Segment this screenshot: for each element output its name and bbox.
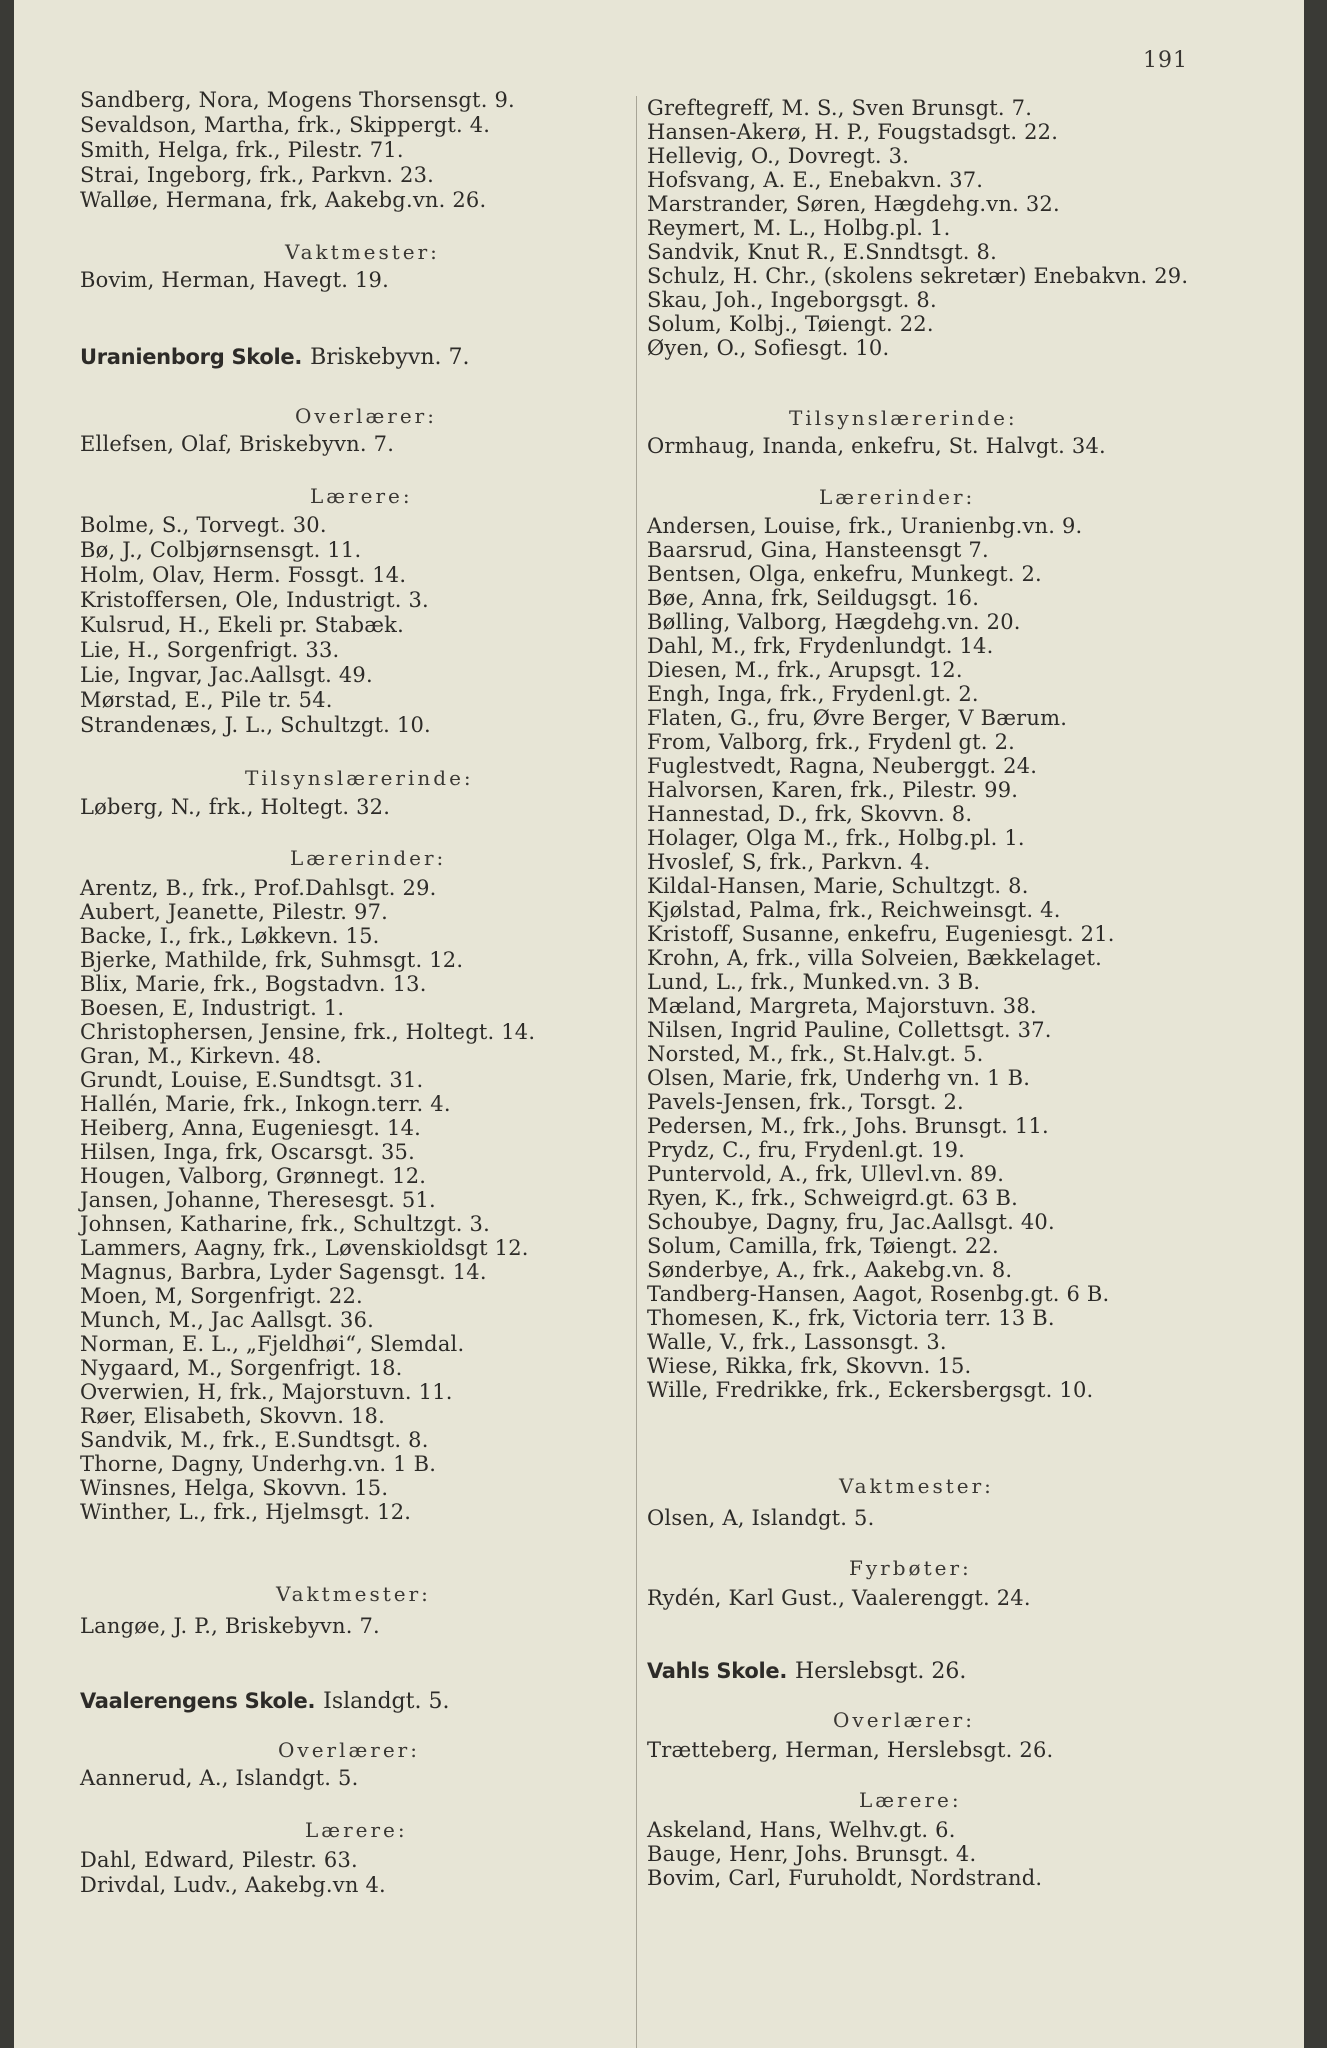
entry: Bølling, Valborg, Hægdehg.vn. 20. <box>647 610 1021 634</box>
entry: Krohn, A, frk., villa Solveien, Bækkelaget. <box>647 946 1102 970</box>
entry: Wiese, Rikka, frk, Skovvn. 15. <box>647 1354 972 1378</box>
entry: Prydz, C., fru, Frydenl.gt. 19. <box>647 1138 966 1162</box>
entry: Ormhaug, Inanda, enkefru, St. Halvgt. 34. <box>647 434 1106 458</box>
entry: Wille, Fredrikke, frk., Eckersbergsgt. 10. <box>647 1378 1094 1402</box>
entry: Olsen, A, Islandgt. 5. <box>647 1506 875 1530</box>
entry: Hilsen, Inga, frk, Oscarsgt. 35. <box>80 1140 415 1164</box>
directory-page <box>14 0 1304 2048</box>
entry: Tandberg-Hansen, Aagot, Rosenbg.gt. 6 B. <box>647 1282 1110 1306</box>
school-address: Briskebyvn. 7. <box>310 345 470 370</box>
page-number: 191 <box>1143 48 1188 73</box>
entry: Arentz, B., frk., Prof.Dahlsgt. 29. <box>80 876 437 900</box>
school-address: Herslebsgt. 26. <box>795 1659 967 1684</box>
entry: Dahl, Edward, Pilestr. 63. <box>80 1848 358 1872</box>
entry: Ellefsen, Olaf, Briskebyvn. 7. <box>80 432 395 456</box>
entry: From, Valborg, frk., Frydenl gt. 2. <box>647 730 1015 754</box>
entry: Blix, Marie, frk., Bogstadvn. 13. <box>80 972 427 996</box>
entry: Holager, Olga M., frk., Holbg.pl. 1. <box>647 826 1025 850</box>
entry: Kristoff, Susanne, enkefru, Eugeniesgt. 21. <box>647 922 1115 946</box>
entry: Puntervold, A., frk, Ullevl.vn. 89. <box>647 1162 1005 1186</box>
entry: Halvorsen, Karen, frk., Pilestr. 99. <box>647 778 1019 802</box>
entry: Grundt, Louise, E.Sundtsgt. 31. <box>80 1068 424 1092</box>
school-name: Vahls Skole. <box>647 1659 788 1683</box>
section-heading: Tilsynslærerinde: <box>789 406 1018 430</box>
entry: Mæland, Margreta, Majorstuvn. 38. <box>647 994 1037 1018</box>
entry: Schulz, H. Chr., (skolens sekretær) Enebakvn. 29. <box>647 264 1189 288</box>
entry: Kjølstad, Palma, frk., Reichweinsgt. 4. <box>647 898 1061 922</box>
entry: Pavels-Jensen, frk., Torsgt. 2. <box>647 1090 964 1114</box>
entry: Smith, Helga, frk., Pilestr. 71. <box>80 138 404 162</box>
section-heading: Fyrbøter: <box>849 1556 972 1580</box>
school-header <box>80 1688 449 1715</box>
entry: Overwien, H, frk., Majorstuvn. 11. <box>80 1380 453 1404</box>
entry: Hougen, Valborg, Grønnegt. 12. <box>80 1164 427 1188</box>
entry: Hofsvang, A. E., Enebakvn. 37. <box>647 168 984 192</box>
entry: Greftegreff, M. S., Sven Brunsgt. 7. <box>647 96 1033 120</box>
section-heading: Overlærer: <box>833 1708 975 1732</box>
entry: Backe, I., frk., Løkkevn. 15. <box>80 924 380 948</box>
section-heading: Vaktmester: <box>276 1582 431 1606</box>
entry: Munch, M., Jac Aallsgt. 36. <box>80 1308 375 1332</box>
section-heading: Overlærer: <box>278 1738 420 1762</box>
entry: Bauge, Henr, Johs. Brunsgt. 4. <box>647 1842 977 1866</box>
entry: Hellevig, O., Dovregt. 3. <box>647 144 910 168</box>
entry: Nygaard, M., Sorgenfrigt. 18. <box>80 1356 403 1380</box>
entry: Engh, Inga, frk., Frydenl.gt. 2. <box>647 682 979 706</box>
entry: Askeland, Hans, Welhv.gt. 6. <box>647 1818 956 1842</box>
entry: Sønderbye, A., frk., Aakebg.vn. 8. <box>647 1258 1013 1282</box>
entry: Mørstad, E., Pile tr. 54. <box>80 688 333 712</box>
entry: Bovim, Herman, Havegt. 19. <box>80 268 389 292</box>
school-address: Islandgt. 5. <box>323 1689 450 1714</box>
section-heading: Lærere: <box>859 1788 962 1812</box>
entry: Pedersen, M., frk., Johs. Brunsgt. 11. <box>647 1114 1049 1138</box>
entry: Olsen, Marie, frk, Underhg vn. 1 B. <box>647 1066 1031 1090</box>
entry: Thorne, Dagny, Underhg.vn. 1 B. <box>80 1452 437 1476</box>
entry: Thomesen, K., frk, Victoria terr. 13 B. <box>647 1306 1055 1330</box>
entry: Andersen, Louise, frk., Uranienbg.vn. 9. <box>647 514 1083 538</box>
entry: Lammers, Aagny, frk., Løvenskioldsgt 12. <box>80 1236 529 1260</box>
entry: Bentsen, Olga, enkefru, Munkegt. 2. <box>647 562 1042 586</box>
section-heading: Vaktmester: <box>839 1474 994 1498</box>
section-heading: Tilsynslærerinde: <box>245 766 474 790</box>
right-column <box>636 96 1247 2048</box>
entry: Diesen, M., frk., Arupsgt. 12. <box>647 658 963 682</box>
section-heading: Overlærer: <box>295 404 437 428</box>
school-header <box>80 344 470 371</box>
entry: Aannerud, A., Islandgt. 5. <box>80 1766 359 1790</box>
entry: Lund, L., frk., Munked.vn. 3 B. <box>647 970 981 994</box>
entry: Heiberg, Anna, Eugeniesgt. 14. <box>80 1116 422 1140</box>
entry: Øyen, O., Sofiesgt. 10. <box>647 336 890 360</box>
school-name: Vaalerengens Skole. <box>80 1689 316 1713</box>
entry: Rydén, Karl Gust., Vaalerenggt. 24. <box>647 1586 1031 1610</box>
entry: Hannestad, D., frk, Skovvn. 8. <box>647 802 973 826</box>
entry: Hvoslef, S, frk., Parkvn. 4. <box>647 850 931 874</box>
section-heading: Lærerinder: <box>819 485 976 509</box>
section-heading: Lærere: <box>305 1818 408 1842</box>
entry: Kulsrud, H., Ekeli pr. Stabæk. <box>80 613 404 637</box>
entry: Fuglestvedt, Ragna, Neuberggt. 24. <box>647 754 1038 778</box>
entry: Bolme, S., Torvegt. 30. <box>80 513 327 537</box>
entry: Moen, M, Sorgenfrigt. 22. <box>80 1284 363 1308</box>
entry: Marstrander, Søren, Hægdehg.vn. 32. <box>647 192 1060 216</box>
entry: Drivdal, Ludv., Aakebg.vn 4. <box>80 1873 386 1897</box>
entry: Lie, H., Sorgenfrigt. 33. <box>80 638 340 662</box>
entry: Lie, Ingvar, Jac.Aallsgt. 49. <box>80 663 373 687</box>
entry: Norsted, M., frk., St.Halv.gt. 5. <box>647 1042 984 1066</box>
entry: Magnus, Barbra, Lyder Sagensgt. 14. <box>80 1260 487 1284</box>
section-heading: Lærerinder: <box>290 846 447 870</box>
entry: Sevaldson, Martha, frk., Skippergt. 4. <box>80 113 491 137</box>
entry: Solum, Camilla, frk, Tøiengt. 22. <box>647 1234 999 1258</box>
entry: Bøe, Anna, frk, Seildugsgt. 16. <box>647 586 980 610</box>
entry: Bjerke, Mathilde, frk, Suhmsgt. 12. <box>80 948 464 972</box>
entry: Walle, V., frk., Lassonsgt. 3. <box>647 1330 947 1354</box>
entry: Baarsrud, Gina, Hansteensgt 7. <box>647 538 989 562</box>
entry: Bø, J., Colbjørnsensgt. 11. <box>80 538 362 562</box>
entry: Skau, Joh., Ingeborgsgt. 8. <box>647 288 937 312</box>
entry: Schoubye, Dagny, fru, Jac.Aallsgt. 40. <box>647 1210 1055 1234</box>
entry: Langøe, J. P., Briskebyvn. 7. <box>80 1614 380 1638</box>
entry: Johnsen, Katharine, frk., Schultzgt. 3. <box>80 1212 490 1236</box>
school-name: Uranienborg Skole. <box>80 345 303 369</box>
entry: Walløe, Hermana, frk, Aakebg.vn. 26. <box>80 188 487 212</box>
entry: Solum, Kolbj., Tøiengt. 22. <box>647 312 934 336</box>
entry: Hallén, Marie, frk., Inkogn.terr. 4. <box>80 1092 451 1116</box>
entry: Kristoffersen, Ole, Industrigt. 3. <box>80 588 429 612</box>
entry: Nilsen, Ingrid Pauline, Collettsgt. 37. <box>647 1018 1052 1042</box>
entry: Winsnes, Helga, Skovvn. 15. <box>80 1476 389 1500</box>
entry: Strandenæs, J. L., Schultzgt. 10. <box>80 713 431 737</box>
entry: Sandvik, M., frk., E.Sundtsgt. 8. <box>80 1428 429 1452</box>
entry: Norman, E. L., „Fjeldhøi“, Slemdal. <box>80 1332 465 1356</box>
section-heading: Vaktmester: <box>285 240 440 264</box>
entry: Jansen, Johanne, Theresesgt. 51. <box>80 1188 436 1212</box>
section-heading: Lærere: <box>310 484 413 508</box>
entry: Ryen, K., frk., Schweigrd.gt. 63 B. <box>647 1186 1019 1210</box>
left-column <box>80 0 640 2048</box>
entry: Reymert, M. L., Holbg.pl. 1. <box>647 216 951 240</box>
entry: Strai, Ingeborg, frk., Parkvn. 23. <box>80 163 435 187</box>
entry: Sandberg, Nora, Mogens Thorsensgt. 9. <box>80 88 515 112</box>
entry: Løberg, N., frk., Holtegt. 32. <box>80 795 391 819</box>
entry: Christophersen, Jensine, frk., Holtegt. 14. <box>80 1020 536 1044</box>
entry: Holm, Olav, Herm. Fossgt. 14. <box>80 563 407 587</box>
entry: Boesen, E, Industrigt. 1. <box>80 996 345 1020</box>
entry: Dahl, M., frk, Frydenlundgt. 14. <box>647 634 994 658</box>
entry: Kildal-Hansen, Marie, Schultzgt. 8. <box>647 874 1029 898</box>
entry: Flaten, G., fru, Øvre Berger, V Bærum. <box>647 706 1068 730</box>
entry: Sandvik, Knut R., E.Snndtsgt. 8. <box>647 240 997 264</box>
entry: Bovim, Carl, Furuholdt, Nordstrand. <box>647 1866 1043 1890</box>
school-header <box>647 1658 966 1685</box>
entry: Røer, Elisabeth, Skovvn. 18. <box>80 1404 385 1428</box>
entry: Hansen-Akerø, H. P., Fougstadsgt. 22. <box>647 120 1059 144</box>
entry: Winther, L., frk., Hjelmsgt. 12. <box>80 1500 412 1524</box>
entry: Trætteberg, Herman, Herslebsgt. 26. <box>647 1738 1054 1762</box>
entry: Aubert, Jeanette, Pilestr. 97. <box>80 900 389 924</box>
entry: Gran, M., Kirkevn. 48. <box>80 1044 322 1068</box>
